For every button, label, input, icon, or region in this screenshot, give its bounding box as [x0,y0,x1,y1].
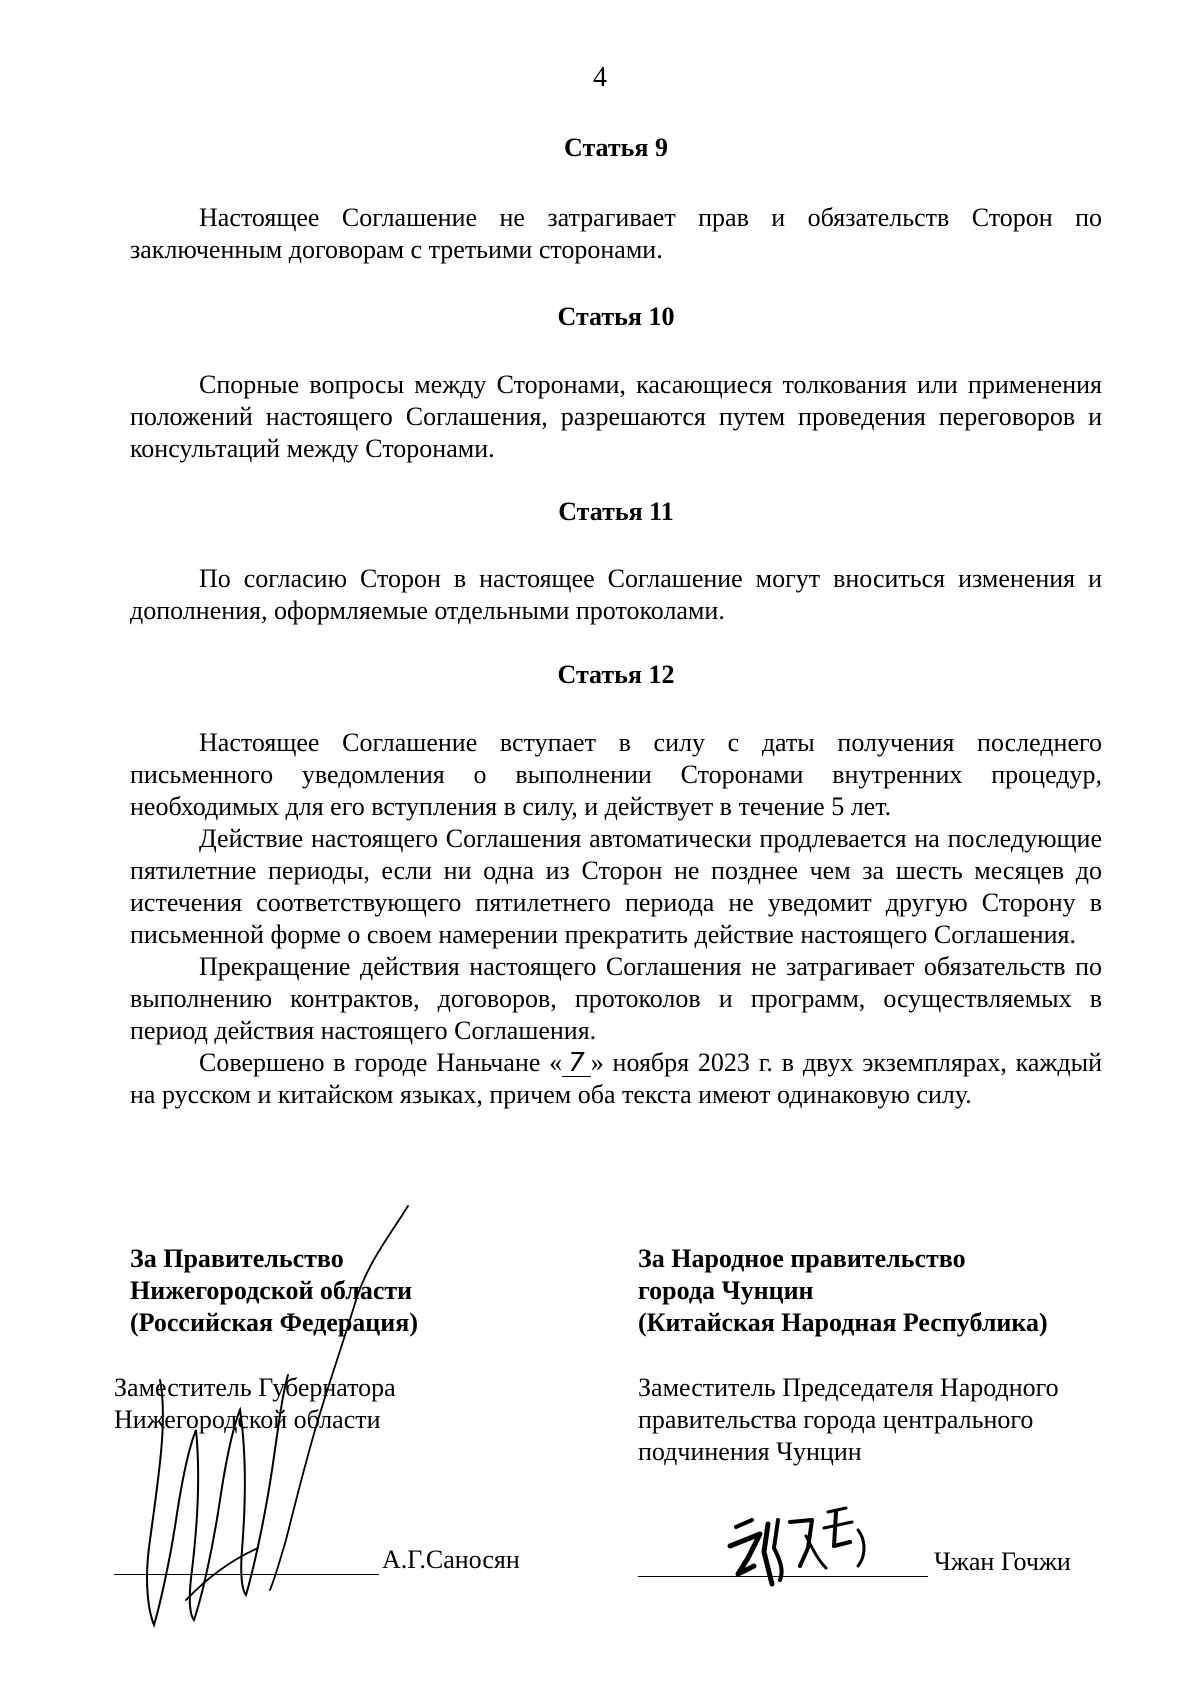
page-number: 4 [593,62,607,93]
right-party-line-1: За Народное правительство [638,1244,966,1273]
right-signatory-name: Чжан Гочжи [934,1547,1071,1576]
left-signatory-name: А.Г.Саносян [382,1545,520,1574]
article-12-paragraph-3: Прекращение действия настоящего Соглашения не затрагивает обязательств по выполнению контрактов, договоров, протоколов и программ, осуществляемых в период действия настоящего Соглашения. [130,952,1102,1045]
article-12-title: Статья 12 [557,660,675,689]
article-11-title: Статья 11 [558,497,674,526]
article-9-title: Статья 9 [564,133,668,162]
right-party-line-2: города Чунцин [638,1276,814,1305]
left-position-line-1: Заместитель Губернатора [114,1373,396,1402]
right-position-line-3: подчинения Чунцин [638,1437,862,1466]
left-party-line-1: За Правительство [130,1244,344,1273]
article-12-paragraph-2: Действие настоящего Соглашения автоматически продлевается на последующие пятилетние периоды, если ни одна из Сторон не позднее чем за шесть месяцев до истечения соответствующего пятилетнего периода не уведомит другую Сторону в письменной форме о своем намерении прекратить действие настоящего Соглашения. [130,824,1102,949]
left-position-line-2: Нижегородской области [114,1405,381,1434]
closing-text-after-day: » ноября 2023 г. в двух экземплярах, каждый на русском и китайском языках, причем оба текста имеют одинаковую силу. [130,1048,1102,1109]
article-10-title: Статья 10 [557,302,675,331]
right-party-line-3: (Китайская Народная Республика) [638,1308,1048,1337]
closing-handwritten-day: 7 [562,1050,591,1077]
right-position-line-2: правительства города центрального [638,1405,1034,1434]
left-party-line-2: Нижегородской области [130,1276,413,1305]
left-party-line-3: (Российская Федерация) [130,1308,418,1337]
article-10-paragraph-1: Спорные вопросы между Сторонами, касающиеся толкования или применения положений настоящего Соглашения, разрешаются путем проведения переговоров и консультаций между Сторонами. [130,370,1102,463]
article-9-paragraph-1: Настоящее Соглашение не затрагивает прав и обязательств Сторон по заключенным договорам с третьими сторонами. [130,203,1102,264]
article-12-paragraph-1: Настоящее Соглашение вступает в силу с даты получения последнего письменного уведомления о выполнении Сторонами внутренних процедур, необходимых для его вступления в силу, и действует в течение 5 лет. [130,728,1102,821]
right-position-line-1: Заместитель Председателя Народного [638,1373,1059,1402]
closing-text-before-day: Совершено в городе Наньчане « [199,1048,563,1077]
article-11-paragraph-1: По согласию Сторон в настоящее Соглашение могут вноситься изменения и дополнения, оформляемые отдельными протоколами. [130,564,1102,625]
